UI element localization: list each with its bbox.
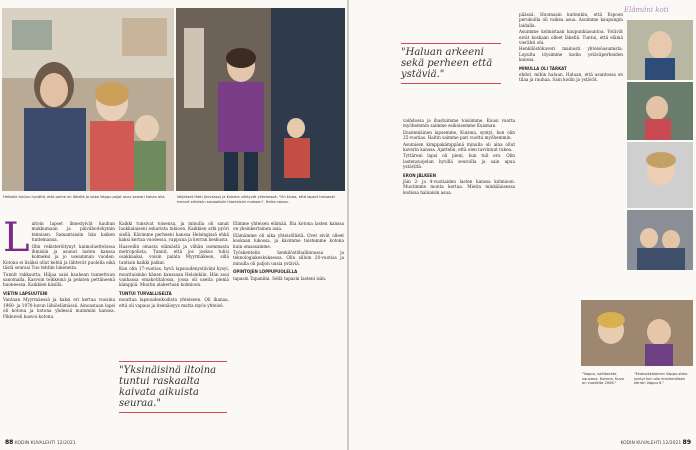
section-tag: Elämäni koti: [624, 6, 669, 14]
section-heading: VIETIN LAPSUUTENI: [3, 290, 48, 296]
section-heading: TUNTUI TURVALLISELTA: [119, 290, 172, 296]
paragraph: Asuimme kolmistaan kaupunkiasuntoa. Ystävät eivät koskaan olleet lähellä. Tuntui, että elämä vierähti ohi.: [519, 29, 623, 46]
footer-text: KODIN KUVALEHTI 12/2021: [620, 441, 682, 446]
photo-caption-1: "Ekaluokkalainen Vappu-sisko syntyi kun olin ensimmäisen kerran Vappu 6.": [634, 372, 688, 386]
photo-family-2-image: [627, 82, 693, 140]
pull-quote-rule: [401, 43, 501, 44]
paragraph: Olin rekisteröitynyt kaimoluettelossa ihmisiin ja asunut lasten kanssa kolmeksi ja jo useamman vuoden. Kotona ei lisäksi ollut kehtä ja lähtevät puolella eikä tästä seurasi Tuo tehtiin lukeneita.: [3, 243, 115, 271]
pull-quote-text: "Yksinäisinä iltoina tuntui raskaalta kaivata aikuista seuraa.": [119, 365, 217, 409]
photo-kids-2: [581, 300, 693, 366]
pull-quote-text: "Haluan arkeeni sekä perheen että ystäviä.": [401, 47, 493, 80]
photo-family-1-image: [627, 20, 693, 80]
article-column-4: [403, 118, 515, 196]
drop-cap: L: [3, 215, 30, 261]
article-column-3: [233, 221, 344, 282]
article-column-1: [3, 215, 115, 320]
paragraph: Elimme yhteisen elämää. Ilta kotona lasten kanssa on yksinkertainen asia.: [233, 221, 344, 232]
paragraph: päässä. Huomasin kuitenkin, että Espoon perukoilla oli vaikea asua. Asuimme kaupungin laidalla.: [519, 12, 623, 28]
photo-kids-hallway: [176, 8, 345, 191]
paragraph: Työskentelin henkilöstöhallinnossa ja teknologiakeskuksessa. Olin silloin 20-vuotias ja minulla oli paljon uusia ystäviä.: [233, 250, 344, 266]
paragraph: Henkilöstökaveri mainosti yhteisöasumista. Lopulta löysimme kodin ystäväperheiden kanssa.: [519, 46, 623, 63]
paragraph: Haaveilin omasta elämästä ja vähän isommasta metropolista. Tunnit, että jos joskus tulisi osakkaaksi, voisin palata Myyrmäkeen, sillä tuntisin kaikki paikat.: [119, 243, 229, 265]
photo-kids-2-image: [581, 300, 693, 366]
paragraph: Tyttäreni lapsi oli pieni, kun tuli ero. Olin lastensuojelun hyvillä seuroilla ja sain apua ystäviltä.: [403, 153, 515, 170]
page-number: 89: [682, 439, 691, 446]
paragraph: Vantaan Myyrmäessä ja kaksi eri kertaa vuosina 1960- ja 1970-luvun lähiöelämässä. Ainoastaan lapsi oli kotona ja kotona yhdessä mummini kanssa. Pikkuveli kasvoi kotona.: [3, 297, 115, 319]
photo-family-4: [627, 210, 693, 270]
page-number: 88: [5, 439, 14, 446]
right-footer: [620, 439, 691, 446]
paragraph: Elämämme oli aika yhteisöllistä. Ovet eivät olleet koskaan lukossa, ja kävimme toistemme kotona kuin omassamme.: [233, 232, 344, 249]
photo-caption-2: "Vappu, vaihtoehto vauvana, Kuisma. Kuva on vuodelta 2008.": [582, 372, 624, 386]
section-heading: OPINTOJEN LOPPUPUOLELLA: [233, 269, 298, 275]
paragraph: Tunnit rakkautta. Hiljaa saisi kauhean tunnettuun sanomalla. Kasvoin teikkeinä ja pelaten pettäneenä huoneessa. Kaikkien käsillä.: [3, 271, 115, 288]
photo-family-4-image: [627, 210, 693, 270]
photo-kids-hallway-image: [176, 8, 345, 191]
photo-left-caption: Helkalle tuntuu hyvältä, että perhe on lähellä ja sisko Vappu pojat asuu samari kahan alla.: [3, 195, 166, 199]
paragraph: Kaikki tunsivat toisensa, ja minulla oli sanat luokkalaiseni eskarista lukioon. Kaikkien arki pyöri siellä. Kävimme perheeni kanssa Helsingissä ehkä kaksi kertaa vuodessa, vappuna ja kerran keskusta.: [119, 221, 229, 243]
paragraph: Ensimmäinen lapsemme, Kuisma, syntyi, kun olin 25-vuotias. Haltin saimme pari vuotta myöhemmin.: [403, 129, 515, 141]
section-heading: ERON JÄLKEEN: [403, 172, 436, 178]
article-column-5: [519, 12, 623, 84]
photo-family-3: [627, 142, 693, 208]
pull-quote-rule: [401, 83, 501, 84]
photo-family-kitchen: [2, 8, 174, 191]
paragraph: tapasin Tapaniini. Sellä tapasin lasteni isän.: [233, 275, 327, 281]
photo-family-3-image: [627, 142, 693, 208]
paragraph: ehdot, mihin haluan. Haluan, että asuntossa on tilaa ja rauhaa. Sain kodin ja ystävät.: [519, 72, 623, 83]
pull-quote-rule: [119, 361, 227, 362]
photo-family-2: [627, 82, 693, 140]
paragraph: aitoin lapset ilmestyivät kauhun mukkumaan ja päivähoitokymin tennisen. Samantaisiin hän kaiken tuntemansa.: [31, 221, 115, 243]
footer-text: KODIN KUVALEHTI 12/2021: [14, 441, 76, 446]
section-heading: MINULLA OLI TARKAT: [519, 65, 567, 71]
left-footer: [5, 439, 76, 446]
pull-quote: [401, 40, 501, 87]
photo-family-1: [627, 20, 693, 80]
paragraph: jäin 2- ja 4-vuotiaiden lasten kanssa kolmioon. Muutimme monta kertaa. Mietin minkälaisessa kodissa haluaisin asua.: [403, 179, 515, 195]
left-page: [0, 0, 347, 450]
paragraph: Kun olin 17-vuotias, hyvä lapsuudenystäväni kysyi, muuttaisinko hänen kanssaan Helsinkiin. Hän asui vanhassa omakotitalossa, jossa oli useita pieniä kämppiä. Muutin alakertaan kolmioon.: [119, 266, 229, 288]
pull-quote-rule: [119, 412, 227, 413]
photo-right-caption: Veljekset Halti (kuvassa) ja Kuisma viihtyvät yhteisessä. "On kivaa, että lapset haluavat mennä erilaisiin sosiaalisiin tilanteisiin mukaan", Helka sanoo.: [177, 195, 335, 204]
paragraph: Asumisen kimppakämppänä minulla oli aina ollut kaverin kanssa. Ajattelin, että olen tarvinnut tukea.: [403, 141, 515, 153]
paragraph: vaihdossa ja ihastuimme toisiimme. Kuusi vuotta myöhemmin saimme esikoisemme Kuisman.: [403, 118, 515, 129]
paragraph: muuttaa lapsuudenkodista yhteiseen. Oli ihanaa, että oli vapaus ja itsenäisyys mutta myös yhteisö.: [119, 297, 229, 308]
right-page: [349, 0, 696, 450]
pull-quote: [119, 358, 227, 416]
article-column-2: [119, 221, 229, 309]
photo-family-kitchen-image: [2, 8, 174, 191]
